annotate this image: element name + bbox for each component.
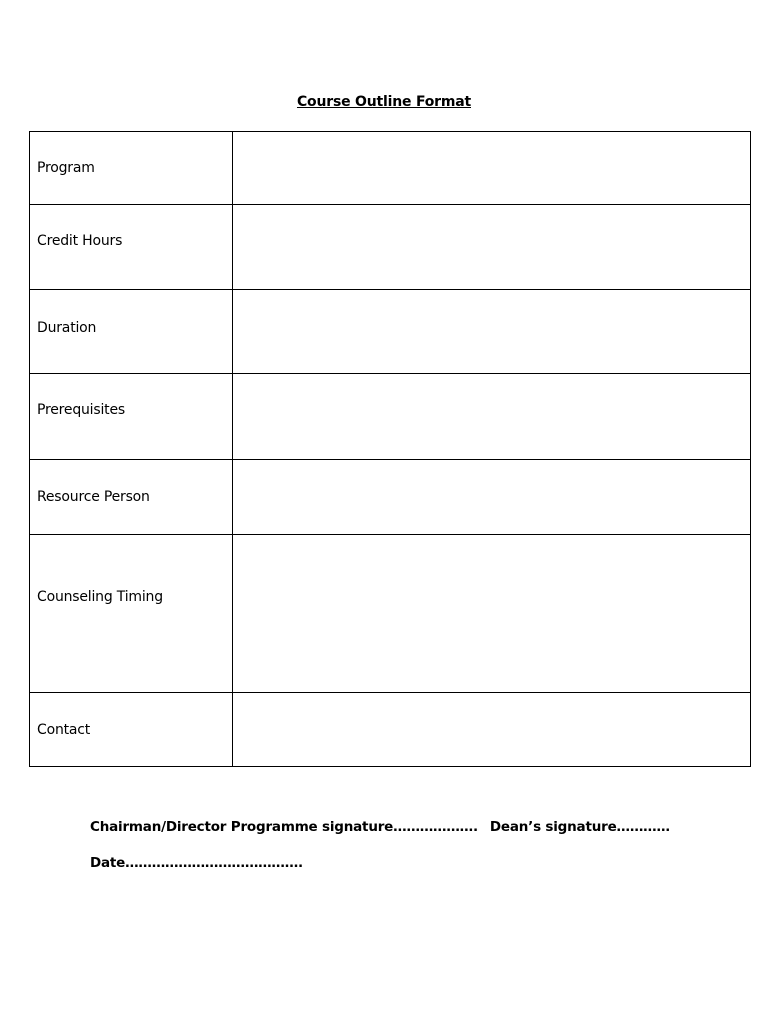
row-label: Counseling Timing <box>30 535 233 693</box>
row-label: Credit Hours <box>30 205 233 290</box>
row-value-field[interactable] <box>233 535 751 693</box>
row-label: Resource Person <box>30 460 233 535</box>
table-row-program <box>30 132 751 205</box>
table-row-contact <box>30 693 751 767</box>
chairman-signature-field[interactable]: Chairman/Director Programme signature………………. <box>90 819 478 835</box>
table-row-duration <box>30 290 751 374</box>
row-value-field[interactable] <box>233 460 751 535</box>
signature-line <box>90 819 670 835</box>
row-label: Prerequisites <box>30 374 233 460</box>
date-line <box>90 855 303 871</box>
table-row-resource-person <box>30 460 751 535</box>
row-value-field[interactable] <box>233 374 751 460</box>
table-row-prerequisites <box>30 374 751 460</box>
table-row-counseling-timing <box>30 535 751 693</box>
course-outline-table <box>29 131 751 767</box>
row-value-field[interactable] <box>233 693 751 767</box>
dean-signature-field[interactable]: Dean’s signature………… <box>489 819 670 835</box>
table-row-credit-hours <box>30 205 751 290</box>
row-label: Duration <box>30 290 233 374</box>
document-title: Course Outline Format <box>296 94 471 110</box>
row-value-field[interactable] <box>233 290 751 374</box>
date-field[interactable]: Date…………………………………. <box>90 855 303 871</box>
row-label: Program <box>30 132 233 205</box>
row-label: Contact <box>30 693 233 767</box>
row-value-field[interactable] <box>233 132 751 205</box>
row-value-field[interactable] <box>233 205 751 290</box>
